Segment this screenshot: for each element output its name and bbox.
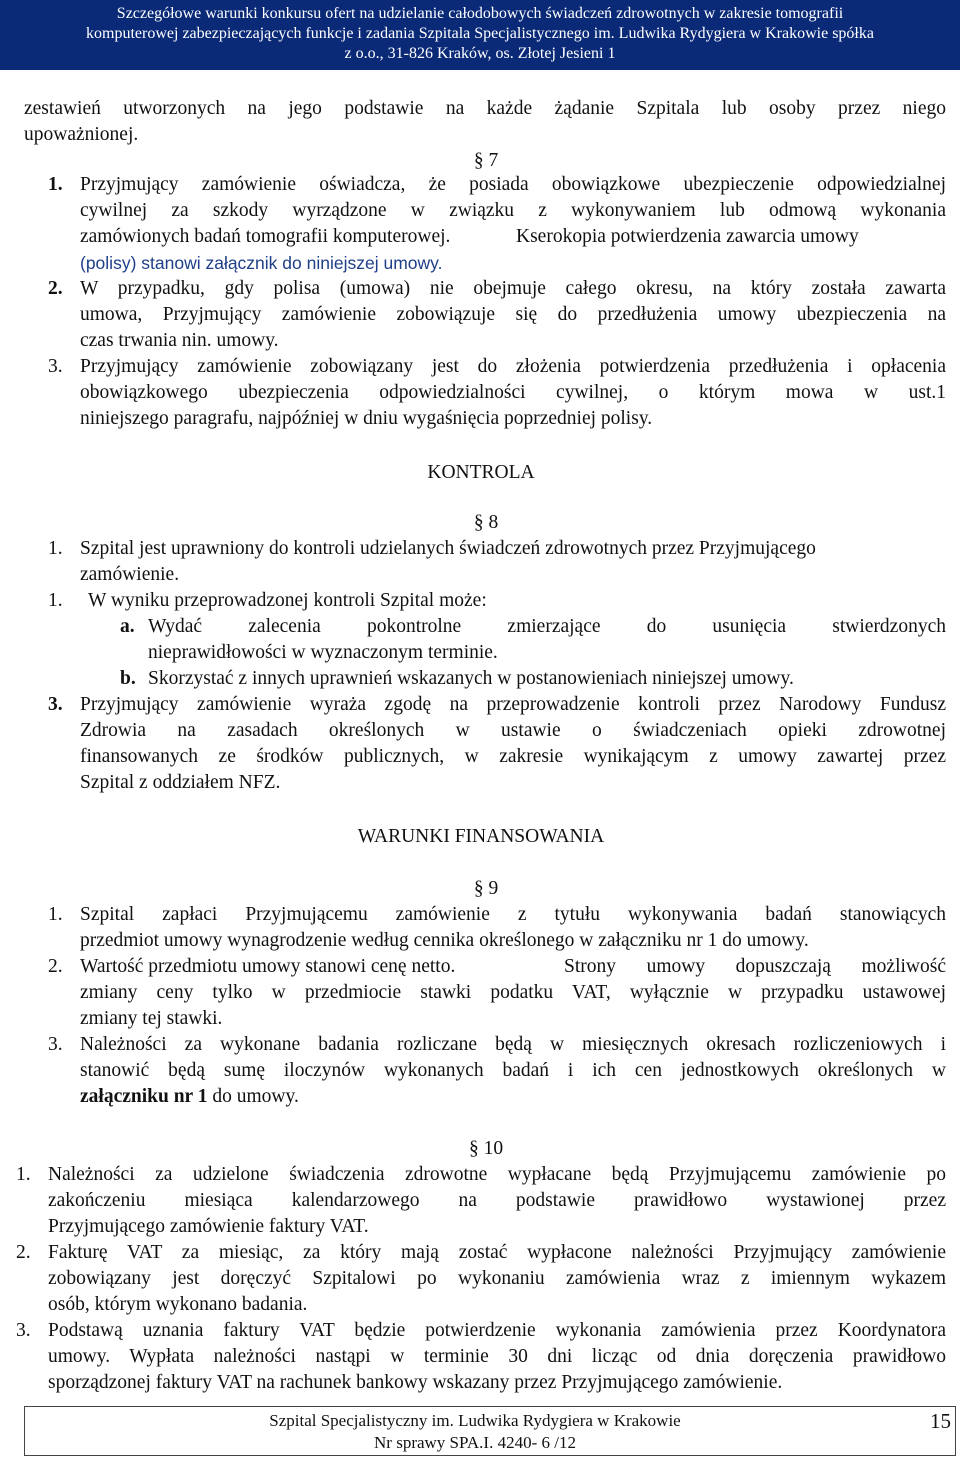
p8-3-line-a: Przyjmujący zamówienie wyraża zgodę na przeprowadzenie kontroli przez Narodowy Fundusz xyxy=(80,694,946,715)
p9-3-line-a: Należności za wykonane badania rozliczane będą w miesięcznych okresach rozliczeniowych i xyxy=(80,1034,946,1055)
p9-2-number: 2. xyxy=(48,956,63,977)
p9-3-bold-ref: załączniku nr 1 xyxy=(80,1086,208,1107)
p9-1-line-b: przedmiot umowy wynagrodzenie według cennika określonego w załączniku nr 1 do umowy. xyxy=(80,930,809,951)
p8-a-line-2: nieprawidłowości w wyznaczonym terminie. xyxy=(148,642,498,663)
p7-1-number: 1. xyxy=(48,174,63,195)
p10-1-line-a: Należności za udzielone świadczenia zdrowotne wypłacane będą Przyjmującemu zamówienie po xyxy=(48,1164,946,1185)
p9-2-line-a1: Wartość przedmiotu umowy stanowi cenę netto. xyxy=(80,956,456,977)
p8-3-line-c: finansowanych ze środków publicznych, w zakresie wynikającym z umowy zawartej przez xyxy=(80,746,946,767)
p8-b-letter: b. xyxy=(120,668,136,689)
p7-2-line-c: czas trwania nin. umowy. xyxy=(80,330,279,351)
p8-2-number: 1. xyxy=(48,590,63,611)
p8-3-line-b: Zdrowia na zasadach określonych w ustawie o świadczeniach opieki zdrowotnej xyxy=(80,720,946,741)
intro-line-1: zestawień utworzonych na jego podstawie na każde żądanie Szpitala lub osoby przez niego xyxy=(24,98,946,119)
header-line-1: Szczegółowe warunki konkursu ofert na udzielanie całodobowych świadczeń zdrowotnych w zakresie tomografii xyxy=(116,5,844,22)
p9-1-line-a: Szpital zapłaci Przyjmującemu zamówienie z tytułu wykonywania badań stanowiących xyxy=(80,904,946,925)
header-line-2: komputerowej zabezpieczających funkcje i zadania Szpitala Specjalistycznego im. Ludwika Rydygiera w Krakowie spółka xyxy=(86,25,874,42)
p7-1-line-c2: Kserokopia potwierdzenia zawarcia umowy xyxy=(516,226,859,247)
p7-1-line-d: (polisy) stanowi załącznik do niniejszej umowy. xyxy=(80,253,443,273)
p7-3-line-a: Przyjmujący zamówienie zobowiązany jest do złożenia potwierdzenia przedłużenia i opłacenia xyxy=(80,356,946,377)
section-7-heading: § 7 xyxy=(473,150,499,171)
p10-2-line-b: zobowiązany jest doręczyć Szpitalowi po wykonaniu zamówienia wraz z imiennym wykazem xyxy=(48,1268,946,1289)
section-9-heading: § 9 xyxy=(473,878,499,899)
p8-1-number: 1. xyxy=(48,538,63,559)
p10-1-line-c: Przyjmującego zamówienie faktury VAT. xyxy=(48,1216,369,1237)
p10-3-line-b: umowy. Wypłata należności nastąpi w terminie 30 dni licząc od dnia doręczenia prawidłowo xyxy=(48,1346,946,1367)
document-header xyxy=(0,0,960,70)
p10-2-line-c: osób, którym wykonano badania. xyxy=(48,1294,308,1315)
p8-a-letter: a. xyxy=(120,616,135,637)
p9-2-line-b: zmiany ceny tylko w przedmiocie stawki podatku VAT, wyłącznie w przypadku ustawowej xyxy=(80,982,946,1003)
p7-3-line-c: niniejszego paragrafu, najpóźniej w dniu wygaśnięcia poprzedniej polisy. xyxy=(80,408,653,429)
p8-1-line-a: Szpital jest uprawniony do kontroli udzielanych świadczeń zdrowotnych przez Przyjmującego xyxy=(80,538,816,559)
p8-1-line-b: zamówienie. xyxy=(80,564,180,585)
p7-1-line-c1: zamówionych badań tomografii komputerowej. xyxy=(80,226,451,247)
section-10-heading: § 10 xyxy=(468,1138,504,1159)
footer-line-2: Nr sprawy SPA.I. 4240- 6 /12 xyxy=(374,1433,576,1452)
p8-a-line-1: Wydać zalecenia pokontrolne zmierzające do usunięcia stwierdzonych xyxy=(148,616,946,637)
p10-1-line-b: zakończeniu miesiąca kalendarzowego na podstawie prawidłowo wystawionej przez xyxy=(48,1190,946,1211)
section-8-heading: § 8 xyxy=(473,512,499,533)
page-footer xyxy=(24,1406,956,1456)
p10-3-line-c: sporządzonej faktury VAT na rachunek bankowy wskazany przez Przyjmującego zamówienie. xyxy=(48,1372,783,1393)
finansowanie-heading: WARUNKI FINANSOWANIA xyxy=(357,826,605,847)
p7-3-line-b: obowiązkowego ubezpieczenia odpowiedzialności cywilnej, o którym mowa w ust.1 xyxy=(80,382,946,403)
p10-3-number: 3. xyxy=(16,1320,31,1341)
p10-2-number: 2. xyxy=(16,1242,31,1263)
footer-line-1: Szpital Specjalistyczny im. Ludwika Rydygiera w Krakowie xyxy=(269,1411,681,1430)
page-number: 15 xyxy=(930,1409,951,1433)
p9-3-line-c xyxy=(80,1084,299,1110)
p9-3-line-b: stanowić będą sumę iloczynów wykonanych badań i ich cen jednostkowych określonych w xyxy=(80,1060,946,1081)
p10-2-line-a: Fakturę VAT za miesiąc, za który mają zostać wypłacone należności Przyjmujący zamówienie xyxy=(48,1242,946,1263)
p8-3-number: 3. xyxy=(48,694,63,715)
p7-2-number: 2. xyxy=(48,278,63,299)
p8-3-line-d: Szpital z oddziałem NFZ. xyxy=(80,772,281,793)
p7-2-line-a: W przypadku, gdy polisa (umowa) nie obejmuje całego okresu, na który została zawarta xyxy=(80,278,946,299)
header-line-3: z o.o., 31-826 Kraków, os. Złotej Jesieni 1 xyxy=(344,45,616,62)
p7-2-line-b: umowa, Przyjmujący zamówienie zobowiązuje się do przedłużenia umowy ubezpieczenia na xyxy=(80,304,946,325)
p9-1-number: 1. xyxy=(48,904,63,925)
intro-line-2: upoważnionej. xyxy=(24,124,139,145)
p7-1-line-a: Przyjmujący zamówienie oświadcza, że posiada obowiązkowe ubezpieczenie odpowiedzialnej xyxy=(80,174,946,195)
p7-3-number: 3. xyxy=(48,356,63,377)
p9-3-number: 3. xyxy=(48,1034,63,1055)
kontrola-heading: KONTROLA xyxy=(427,462,535,483)
p10-3-line-a: Podstawą uznania faktury VAT będzie potwierdzenie wykonania zamówienia przez Koordynatora xyxy=(48,1320,946,1341)
p9-3-rest: do umowy. xyxy=(207,1086,299,1107)
p7-1-line-b: cywilnej za szkody wyrządzone w związku z wykonywaniem lub odmową wykonania xyxy=(80,200,946,221)
p9-2-line-a2: Strony umowy dopuszczają możliwość xyxy=(564,956,946,977)
p8-2-line-a: W wyniku przeprowadzonej kontroli Szpital może: xyxy=(88,590,487,611)
p8-b-line-1: Skorzystać z innych uprawnień wskazanych w postanowieniach niniejszej umowy. xyxy=(148,668,794,689)
p10-1-number: 1. xyxy=(16,1164,31,1185)
p9-2-line-c: zmiany tej stawki. xyxy=(80,1008,223,1029)
